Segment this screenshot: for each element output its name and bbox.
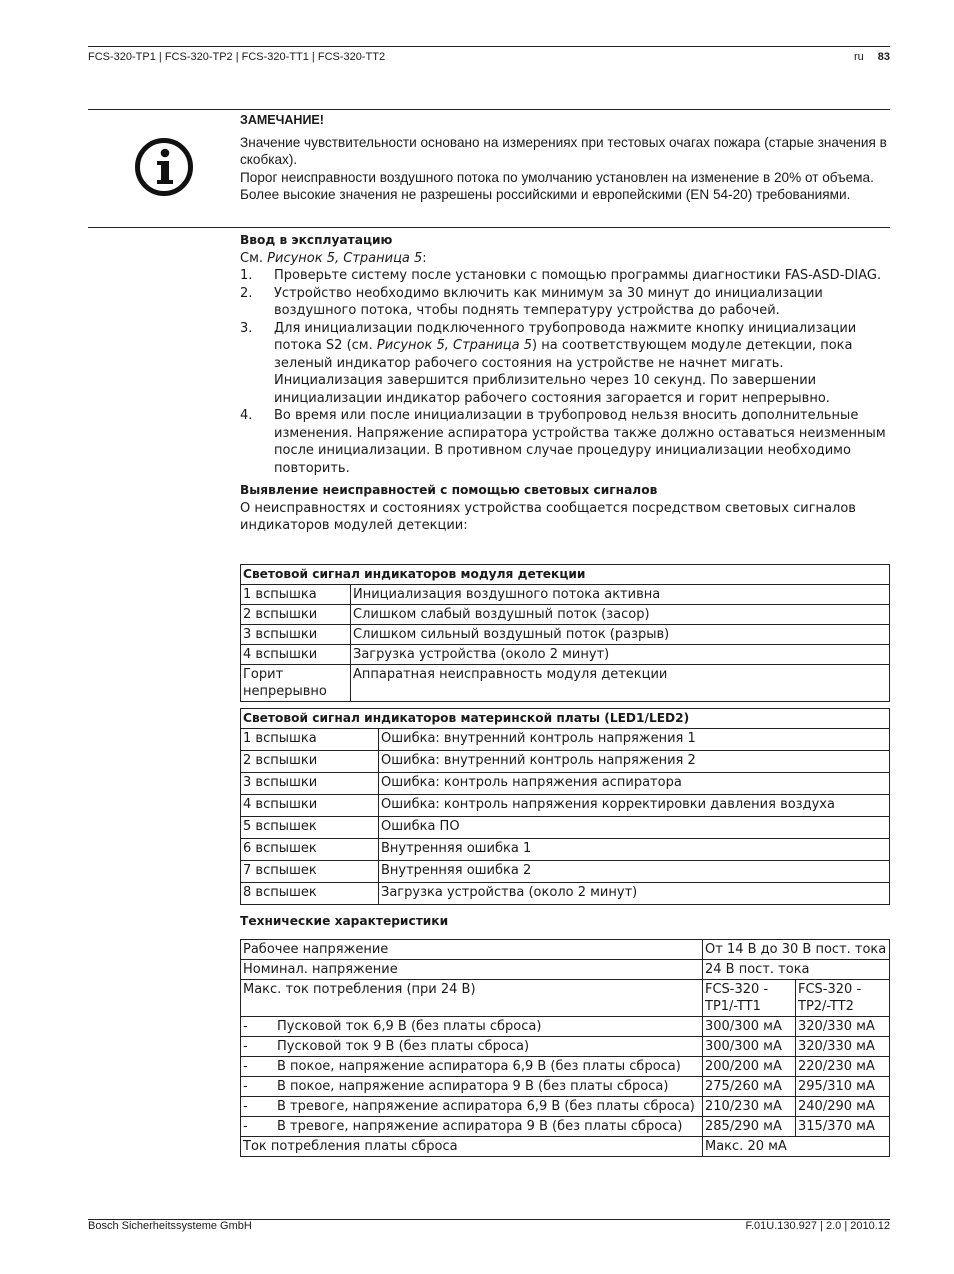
table-row	[241, 817, 890, 839]
table-header-row	[241, 565, 890, 585]
step-text: Проверьте систему после установки с помощью программы диагностики FAS-ASD-DIAG.	[274, 268, 882, 283]
step-number: 2.	[240, 285, 253, 301]
spec-label: Макс. ток потребления (при 24 В)	[241, 980, 703, 1017]
list-item	[240, 320, 890, 408]
table-row	[241, 751, 890, 773]
step-number: 1.	[240, 268, 253, 283]
faults-intro: О неисправностях и состояниях устройства сообщается посредством световых сигналов индикаторов модулей детекции:	[240, 500, 856, 533]
spec-label	[241, 1037, 703, 1057]
header-lang: ru	[853, 51, 864, 63]
step-number: 3.	[240, 320, 253, 336]
see-suffix: :	[422, 250, 427, 266]
meaning-cell: Ошибка: контроль напряжения корректировки давления воздуха	[379, 795, 890, 817]
see-prefix: См.	[240, 250, 268, 266]
meaning-cell: Слишком сильный воздушный поток (разрыв)	[351, 625, 890, 645]
footer-doc-id: F.01U.130.927 | 2.0 | 2010.12	[745, 1220, 890, 1232]
spec-value: 240/290 мА	[796, 1097, 890, 1117]
spec-sublabel: Пусковой ток 6,9 В (без платы сброса)	[277, 1019, 542, 1034]
signal-cell: 4 вспышки	[241, 795, 379, 817]
spec-label	[241, 1117, 703, 1137]
mainboard-signal-table	[240, 708, 890, 905]
column-header-tp1: FCS-320 -TP1/-TT1	[703, 980, 796, 1017]
spec-label: Рабочее напряжение	[241, 940, 703, 960]
spec-value: 24 В пост. тока	[703, 960, 890, 980]
table-row	[241, 839, 890, 861]
spec-label	[241, 1097, 703, 1117]
spec-label: Ток потребления платы сброса	[241, 1137, 703, 1157]
dash-marker: -	[243, 1059, 248, 1074]
table-row	[241, 795, 890, 817]
table-row	[241, 980, 890, 1017]
meaning-cell: Аппаратная неисправность модуля детекции	[351, 665, 890, 702]
commissioning-steps	[240, 267, 890, 477]
spec-value: 210/230 мА	[703, 1097, 796, 1117]
header-rule	[88, 46, 890, 47]
signal-cell: 8 вспышек	[241, 883, 379, 905]
table-header: Световой сигнал индикаторов материнской платы (LED1/LED2)	[241, 709, 890, 729]
table-row	[241, 1057, 890, 1077]
spec-sublabel: В покое, напряжение аспиратора 6,9 В (без платы сброса)	[277, 1059, 681, 1074]
meaning-cell: Ошибка: внутренний контроль напряжения 2	[379, 751, 890, 773]
table-row	[241, 1137, 890, 1157]
spec-sublabel: Пусковой ток 9 В (без платы сброса)	[277, 1039, 530, 1054]
table-row	[241, 883, 890, 905]
table-row	[241, 665, 890, 702]
table-header-row	[241, 709, 890, 729]
signal-cell: 3 вспышки	[241, 625, 351, 645]
signal-cell: 2 вспышки	[241, 751, 379, 773]
list-item	[240, 285, 890, 320]
note-box	[240, 110, 890, 204]
dash-marker: -	[243, 1119, 248, 1134]
meaning-cell: Внутренняя ошибка 2	[379, 861, 890, 883]
table-row	[241, 1117, 890, 1137]
dash-marker: -	[243, 1099, 248, 1114]
signal-cell: 2 вспышки	[241, 605, 351, 625]
see-reference-link[interactable]: Рисунок 5, Страница 5	[267, 250, 423, 266]
table-row	[241, 960, 890, 980]
dash-marker: -	[243, 1039, 248, 1054]
signal-cell: 3 вспышки	[241, 773, 379, 795]
table-row	[241, 729, 890, 751]
detection-signal-table	[240, 564, 890, 702]
signal-cell: 7 вспышек	[241, 861, 379, 883]
faults-title: Выявление неисправностей с помощью световых сигналов	[240, 483, 658, 497]
spec-value: 275/260 мА	[703, 1077, 796, 1097]
meaning-cell: Ошибка: контроль напряжения аспиратора	[379, 773, 890, 795]
spec-value: 220/230 мА	[796, 1057, 890, 1077]
spec-label	[241, 1017, 703, 1037]
footer-company: Bosch Sicherheitssysteme GmbH	[88, 1220, 252, 1232]
spec-sublabel: В покое, напряжение аспиратора 9 В (без платы сброса)	[277, 1079, 669, 1094]
table-row	[241, 773, 890, 795]
header-page-number: 83	[877, 51, 890, 63]
meaning-cell: Инициализация воздушного потока активна	[351, 585, 890, 605]
tech-specs-table	[240, 939, 890, 1157]
meaning-cell: Загрузка устройства (около 2 минут)	[379, 883, 890, 905]
table-row	[241, 605, 890, 625]
step-text: Во время или после инициализации в трубопровод нельзя вносить дополнительные изменения. Напряжение аспиратора устройства также должно оставаться неизменным после инициализации. В противном случае процедуру инициализации необходимо повторить.	[274, 408, 886, 476]
spec-value: 320/330 мА	[796, 1037, 890, 1057]
signal-cell: 5 вспышек	[241, 817, 379, 839]
step-text: Для инициализации подключенного трубопровода нажмите кнопку инициализации потока S2 (см.	[274, 320, 857, 353]
meaning-cell: Ошибка ПО	[379, 817, 890, 839]
meaning-cell: Загрузка устройства (около 2 минут)	[351, 645, 890, 665]
dash-marker: -	[243, 1079, 248, 1094]
note-paragraph-1: Значение чувствительности основано на измерениях при тестовых очагах пожара (старые значения в скобках).	[240, 134, 887, 167]
note-title: ЗАМЕЧАНИЕ!	[240, 113, 324, 127]
table-row	[241, 1077, 890, 1097]
table-row	[241, 1097, 890, 1117]
signal-cell: 4 вспышки	[241, 645, 351, 665]
spec-label: Номинал. напряжение	[241, 960, 703, 980]
step-text: ) на соответствующем модуле детекции, пока зеленый индикатор рабочего состояния на устройстве не начнет мигать. Инициализация завершится приблизительно через 10 секунд. По завершении инициализации индикатор рабочего состояния загорается и горит непрерывно.	[274, 338, 853, 406]
spec-label	[241, 1077, 703, 1097]
spec-sublabel: В тревоге, напряжение аспиратора 9 В (без платы сброса)	[277, 1119, 683, 1134]
spec-sublabel: В тревоге, напряжение аспиратора 6,9 В (без платы сброса)	[277, 1099, 695, 1114]
list-item	[240, 407, 890, 477]
spec-value: 200/200 мА	[703, 1057, 796, 1077]
table-row	[241, 585, 890, 605]
spec-label	[241, 1057, 703, 1077]
spec-value: 295/310 мА	[796, 1077, 890, 1097]
meaning-cell: Внутренняя ошибка 1	[379, 839, 890, 861]
signal-cell: 1 вспышка	[241, 729, 379, 751]
header-page-info	[854, 51, 890, 63]
spec-value: 320/330 мА	[796, 1017, 890, 1037]
table-row	[241, 861, 890, 883]
step-reference-link[interactable]: Рисунок 5, Страница 5	[376, 338, 533, 353]
tech-specs-title: Технические характеристики	[240, 914, 449, 928]
main-content	[240, 232, 890, 535]
step-number: 4.	[240, 408, 253, 423]
note-paragraph-2: Порог неисправности воздушного потока по умолчанию установлен на изменение в 20% от объема. Более высокие значения не разрешены российскими и европейскими (EN 54-20) требованиями.	[240, 169, 874, 202]
signal-cell: 1 вспышка	[241, 585, 351, 605]
meaning-cell: Слишком слабый воздушный поток (засор)	[351, 605, 890, 625]
table-row	[241, 625, 890, 645]
header-models: FCS-320-TP1 | FCS-320-TP2 | FCS-320-TT1 | FCS-320-TT2	[88, 51, 386, 63]
list-item	[240, 267, 890, 285]
spec-value: 300/300 мА	[703, 1037, 796, 1057]
table-row	[241, 1037, 890, 1057]
step-text: Устройство необходимо включить как минимум за 30 минут до инициализации воздушного потока, чтобы поднять температуру устройства до рабочей.	[274, 285, 823, 318]
table-row	[241, 1017, 890, 1037]
spec-value: От 14 В до 30 В пост. тока	[703, 940, 890, 960]
signal-cell: Горит непрерывно	[241, 665, 351, 702]
spec-value: 285/290 мА	[703, 1117, 796, 1137]
table-row	[241, 645, 890, 665]
spec-value: 300/300 мА	[703, 1017, 796, 1037]
meaning-cell: Ошибка: внутренний контроль напряжения 1	[379, 729, 890, 751]
spec-value: Макс. 20 мА	[703, 1137, 890, 1157]
info-icon	[134, 137, 194, 197]
signal-cell: 6 вспышек	[241, 839, 379, 861]
column-header-tp2: FCS-320 -TP2/-TT2	[796, 980, 890, 1017]
commissioning-see	[240, 250, 890, 268]
note-bottom-rule	[88, 227, 890, 228]
table-header: Световой сигнал индикаторов модуля детекции	[241, 565, 890, 585]
dash-marker: -	[243, 1019, 248, 1034]
spec-value: 315/370 мА	[796, 1117, 890, 1137]
table-row	[241, 940, 890, 960]
commissioning-title: Ввод в эксплуатацию	[240, 233, 393, 247]
